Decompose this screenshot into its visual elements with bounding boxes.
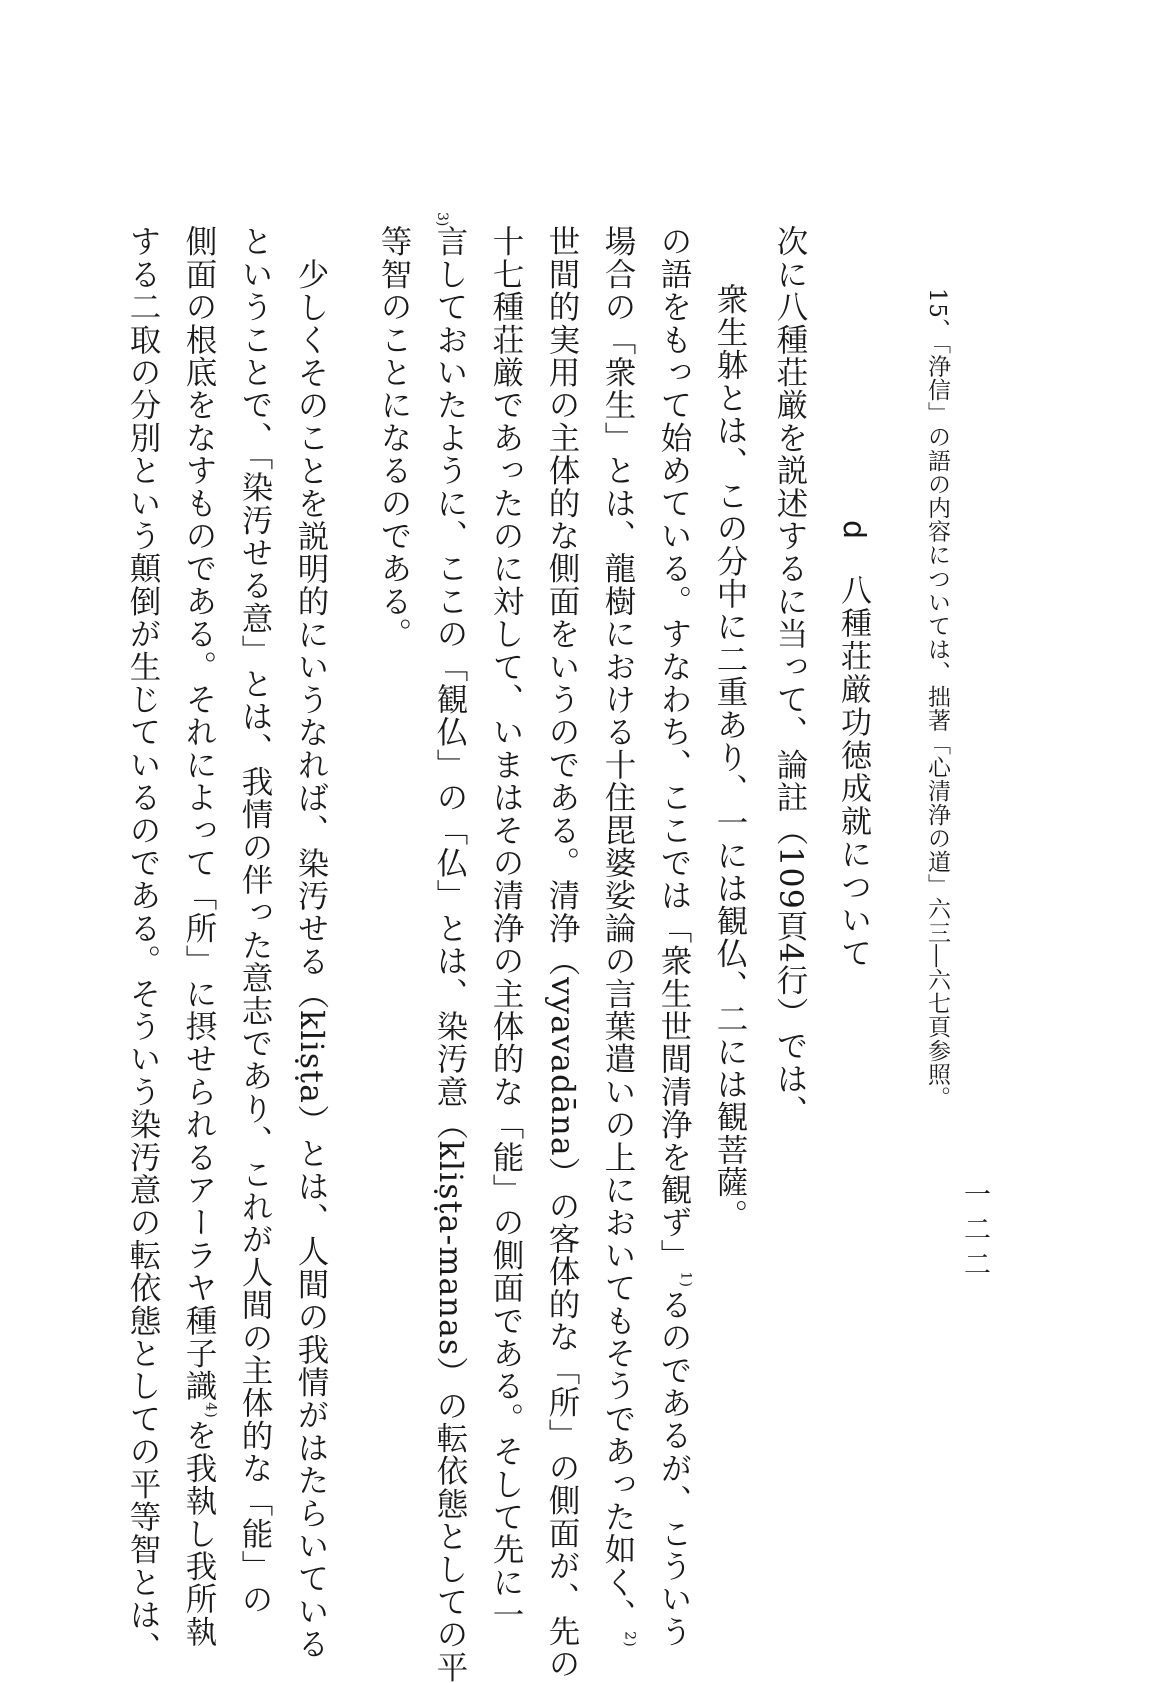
- body-line-9: [295, 258, 327, 1660]
- section-title-gap: [835, 541, 871, 574]
- body-line-text: 側面の根底をなすものである。それによって「所」に摂せられるアーラヤ種子識: [181, 225, 217, 1403]
- body-line-text: るのであるが、こういう: [656, 1288, 692, 1648]
- body-line-text: 等智のことになるのである。: [376, 225, 412, 651]
- body-line-text: 衆生躰とは、この分中に二重あり、一には観仏、二には観菩薩。: [712, 283, 748, 1232]
- body-line-text: の語をもって始めている。すなわち、ここでは「衆生世間清浄を観ず」: [656, 225, 692, 1272]
- body-line-text: 少しくそのことを説明的にいうなれば、染汚せる（kliṣṭa）とは、人間の我情がはたらいている: [293, 258, 329, 1661]
- body-line-text: を我執し我所執: [181, 1418, 217, 1648]
- footnote-line: 15、「浄信」の語の内容については、拙著「心清浄の道」六三―六七頁参照。: [924, 288, 950, 1110]
- body-line-3: [656, 225, 694, 1648]
- footnote-ref: 4): [202, 1402, 219, 1419]
- page-number: 一二二: [959, 1180, 990, 1285]
- footnote-ref: 2): [621, 1631, 638, 1648]
- body-line-text: 場合の「衆生」とは、龍樹における十住毘婆娑論の言葉遣いの上においてもそうであった如く、: [600, 225, 636, 1632]
- body-line-4: [600, 225, 638, 1648]
- footnote-ref: 1): [677, 1271, 694, 1289]
- body-line-text: 次に八種荘厳を説述するに当って、論註（109頁4行）では、: [772, 225, 808, 1128]
- body-line-10: [239, 225, 271, 1615]
- body-line-12: [127, 225, 159, 1664]
- body-line-text: 十七種荘厳であったのに対して、いまはその清浄の主体的な「能」の側面である。そして先に一: [488, 225, 524, 1632]
- body-line-text: ということで、「染汚せる意」とは、我情の伴った意志であり、これが人間の主体的な「能」の: [237, 225, 273, 1616]
- section-label: d: [836, 520, 871, 542]
- body-line-text: 言しておいたように、ここの「観仏」の「仏」とは、染汚意（kliṣṭa-manas）の転依態としての平: [432, 225, 468, 1683]
- body-line-8: [378, 225, 410, 650]
- section-title: 八種荘厳功徳成就について: [835, 574, 871, 971]
- body-line-text: する二取の分別という顛倒が生じているのである。そういう染汚意の転依態としての平等智とは、: [125, 225, 161, 1664]
- body-line-2: [714, 283, 746, 1231]
- body-line-1: [774, 225, 806, 1127]
- section-heading: [835, 520, 871, 971]
- body-line-text: 世間的実用の主体的な側面をいうのである。清浄（vyavadāna）の客体的な「所」の側面が、先の: [544, 225, 580, 1681]
- body-line-11: [181, 225, 219, 1648]
- body-line-6: [490, 225, 522, 1631]
- body-line-5: [546, 225, 578, 1680]
- body-line-7: [434, 225, 466, 1683]
